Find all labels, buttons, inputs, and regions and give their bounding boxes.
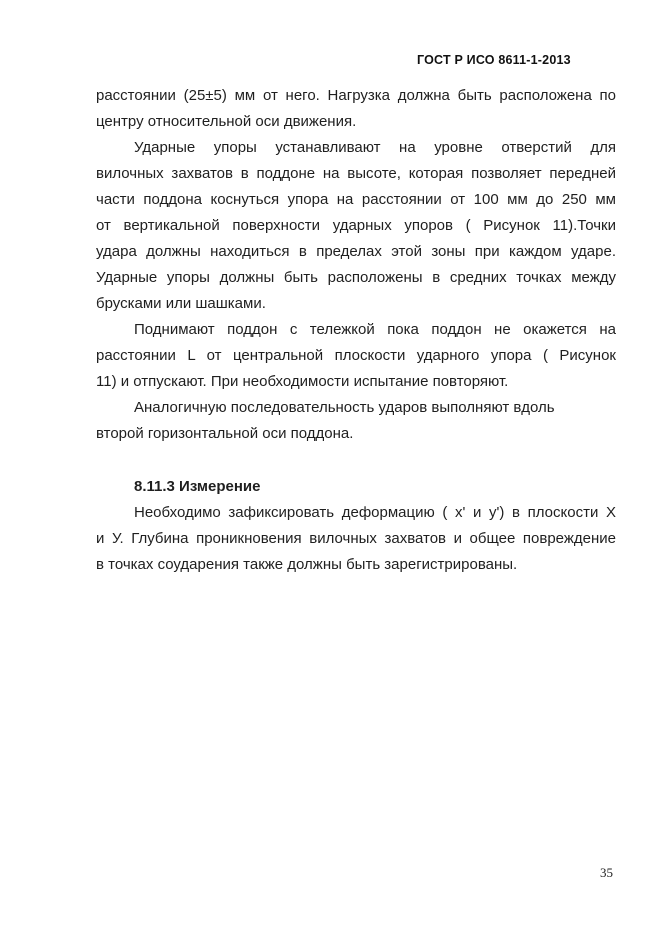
section: [96, 474, 616, 578]
text-line: удара должны находиться в пределах этой зоны при каждом ударе.: [96, 243, 616, 260]
text-line: расстоянии (25±5) мм от него. Нагрузка должна быть расположена по: [96, 87, 616, 104]
document-header: ГОСТ Р ИСО 8611-1-2013: [417, 53, 571, 67]
text-line: расстоянии L от центральной плоскости ударного упора ( Рисунок: [96, 347, 616, 364]
paragraph: [96, 83, 616, 135]
text-line: Поднимают поддон с тележкой пока поддон не окажется на: [134, 321, 616, 338]
text-line: центру относительной оси движения.: [96, 113, 357, 130]
text-line: Ударные упоры должны быть расположены в средних точках между: [96, 269, 616, 286]
text-line: 11) и отпускают. При необходимости испытание повторяют.: [96, 373, 509, 390]
text-line: части поддона коснуться упора на расстоянии от 100 мм до 250 мм: [96, 191, 616, 208]
text-line: второй горизонтальной оси поддона.: [96, 425, 354, 442]
text-line: от вертикальной поверхности ударных упоров ( Рисунок 11).Точки: [96, 217, 616, 234]
paragraph: [96, 317, 616, 395]
body-text: [96, 83, 616, 578]
text-line: Ударные упоры устанавливают на уровне отверстий для: [134, 139, 616, 156]
paragraph: [96, 395, 616, 447]
text-line: в точках соударения также должны быть зарегистрированы.: [96, 556, 518, 573]
text-line: брусками или шашками.: [96, 295, 266, 312]
text-line: и У. Глубина проникновения вилочных захватов и общее повреждение: [96, 530, 616, 547]
page-number: 35: [600, 865, 613, 880]
text-line: Аналогичную последовательность ударов выполняют вдоль: [134, 399, 555, 416]
paragraph: [96, 135, 616, 317]
section-heading: 8.11.3 Измерение: [134, 478, 261, 495]
text-line: вилочных захватов в поддоне на высоте, которая позволяет передней: [96, 165, 616, 182]
text-line: Необходимо зафиксировать деформацию ( х' и у') в плоскости Х: [134, 504, 616, 521]
